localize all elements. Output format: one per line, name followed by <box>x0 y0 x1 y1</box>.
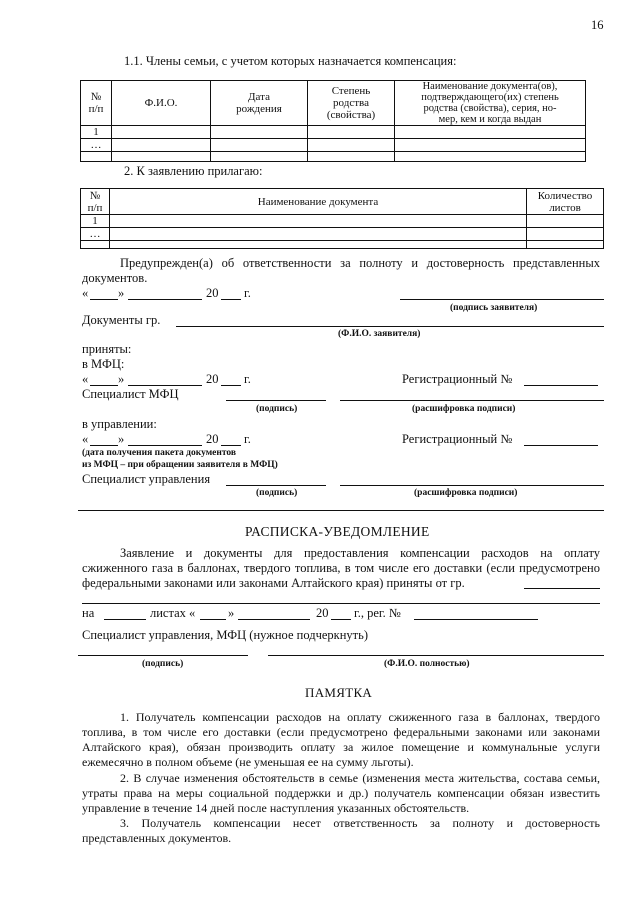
decoding-caption: (расшифровка подписи) <box>414 488 518 498</box>
year-prefix: 20 <box>206 372 219 386</box>
year-suffix: г. <box>244 432 251 446</box>
year-suffix: г. <box>244 372 251 386</box>
specialist-office-label: Специалист управления <box>82 472 211 486</box>
specialist-mfc-label: Специалист МФЦ <box>82 387 179 401</box>
page-number: 16 <box>591 18 604 32</box>
receipt-sheets-label: листах « <box>150 606 196 620</box>
table-row <box>81 126 586 139</box>
row-number: 1 <box>81 126 112 139</box>
date-open: « <box>82 286 89 300</box>
warning-text: Предупрежден(а) об ответственности за полноту и достоверность представленных документов. <box>82 256 600 285</box>
note-line-2: из МФЦ – при обращении заявителя в МФЦ) <box>82 460 278 470</box>
receipt-signature-caption: (подпись) <box>142 659 184 669</box>
applicant-name-caption: (Ф.И.О. заявителя) <box>338 329 421 339</box>
table-row <box>81 228 604 241</box>
note-line-1: (дата получения пакета документов <box>82 448 237 458</box>
registration-number-label: Регистрационный № <box>402 432 513 446</box>
date-close: » <box>118 286 125 300</box>
family-col-relation: Степень родства (свойства) <box>308 81 395 126</box>
receipt-on-label: на <box>82 606 95 620</box>
attach-col-num: № п/п <box>81 189 110 215</box>
signature-caption: (подпись) <box>256 404 298 414</box>
attach-heading: 2. К заявлению прилагаю: <box>124 164 263 178</box>
date-close: » <box>118 372 125 386</box>
documents-from-label: Документы гр. <box>82 313 161 327</box>
office-label: в управлении: <box>82 417 157 431</box>
applicant-signature-caption: (подпись заявителя) <box>450 303 538 313</box>
date-open: « <box>82 432 89 446</box>
family-heading: 1.1. Члены семьи, с учетом которых назначается компенсация: <box>124 54 457 68</box>
receipt-year-prefix: 20 <box>316 606 329 620</box>
date-close: » <box>118 432 125 446</box>
receipt-title: РАСПИСКА-УВЕДОМЛЕНИЕ <box>245 524 430 539</box>
receipt-year-suffix: г., рег. № <box>354 606 401 620</box>
memo-paragraph-1: 1. Получатель компенсации расходов на оплату сжиженного газа в баллонах, твердого топлива, в том числе его доставки (если предусмотрено федеральными законами или законами Алтайского края), обязан производить оплату за жилое помещение и коммунальные услуги ежемесячно в полном объеме (не уменьшая ее на сумму льготы). <box>82 710 600 769</box>
accepted-label: приняты: <box>82 342 132 356</box>
table-row <box>81 139 586 152</box>
year-suffix: г. <box>244 286 251 300</box>
row-number: … <box>81 139 112 152</box>
table-row <box>81 215 604 228</box>
attach-col-count: Количество листов <box>527 189 604 215</box>
mfc-label: в МФЦ: <box>82 357 125 371</box>
family-col-name: Ф.И.О. <box>112 81 211 126</box>
receipt-date-close: » <box>228 606 235 620</box>
family-table <box>80 80 586 162</box>
decoding-caption: (расшифровка подписи) <box>412 404 516 414</box>
signature-caption: (подпись) <box>256 488 298 498</box>
memo-paragraph-2: 2. В случае изменения обстоятельств в семье (изменения места жительства, состава семьи, утраты права на меры социальной поддержки и др.) получатель компенсации обязан известить управление в течение 14 дней после наступления указанных обстоятельств. <box>82 771 600 815</box>
row-number: 1 <box>81 215 110 228</box>
receipt-text: Заявление и документы для предоставления компенсации расходов на оплату сжиженного газа в баллонах, твердого топлива, в том числе его доставки (если предусмотрено федеральными законами или законами Алтайского края) приняты от гр. <box>82 546 600 590</box>
receipt-specialist-label: Специалист управления, МФЦ (нужное подчеркнуть) <box>82 628 368 642</box>
family-col-document: Наименование документа(ов), подтверждающего(их) степень родства (свойства), серия, но- мер, кем и когда выдан <box>395 81 586 126</box>
memo-title: ПАМЯТКА <box>305 685 373 700</box>
family-col-birth: Дата рождения <box>211 81 308 126</box>
receipt-full-name-caption: (Ф.И.О. полностью) <box>384 659 470 669</box>
year-prefix: 20 <box>206 286 219 300</box>
date-open: « <box>82 372 89 386</box>
attach-col-name: Наименование документа <box>110 189 527 215</box>
registration-number-label: Регистрационный № <box>402 372 513 386</box>
family-col-num: № п/п <box>81 81 112 126</box>
row-number: … <box>81 228 110 241</box>
memo-paragraph-3: 3. Получатель компенсации несет ответственность за полноту и достоверность представленных документов. <box>82 816 600 845</box>
year-prefix: 20 <box>206 432 219 446</box>
attach-table <box>80 188 604 249</box>
